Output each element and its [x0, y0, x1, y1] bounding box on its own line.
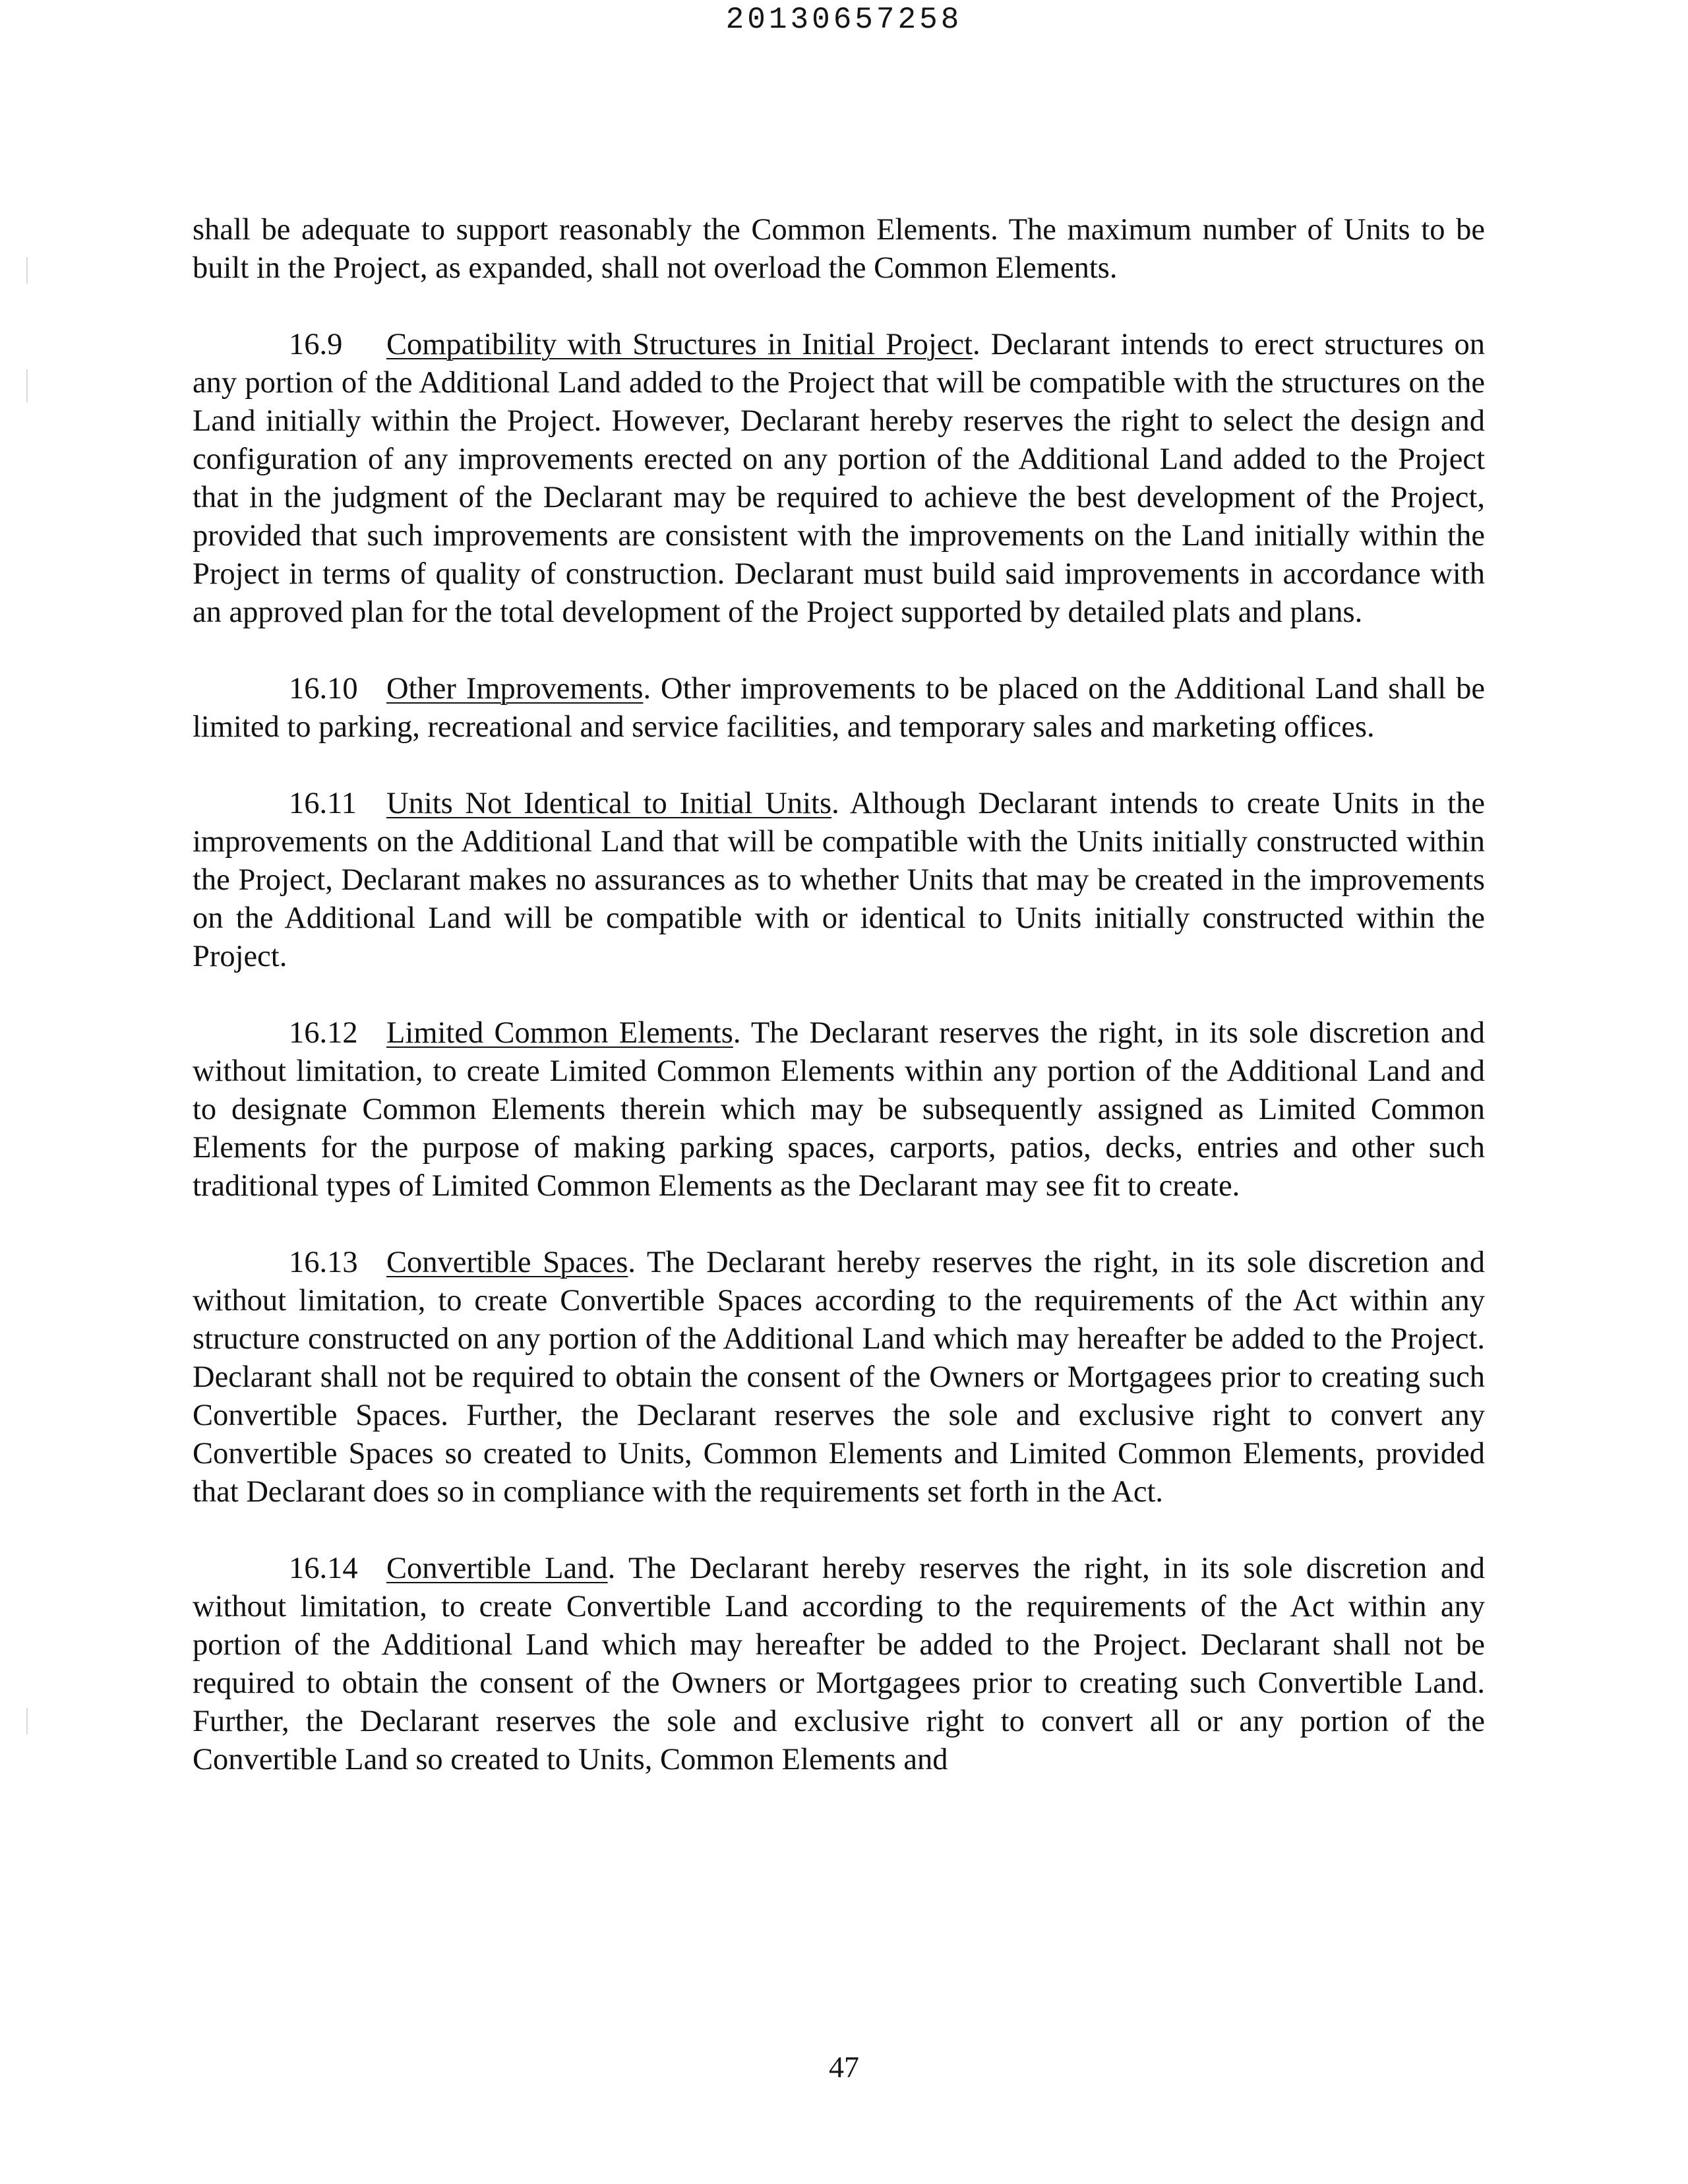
- section-16-13: [193, 1244, 1485, 1511]
- section-number: 16.13: [289, 1246, 358, 1279]
- section-title: Convertible Land: [386, 1552, 608, 1585]
- section-text: . Other improvements to be placed on the Additional Land shall be limited to parking, recreational and service facilities, and temporary sales and marketing offices.: [193, 672, 1485, 744]
- section-16-10: [193, 670, 1485, 746]
- document-body: [193, 211, 1485, 1817]
- section-number: 16.9: [289, 328, 343, 361]
- scan-margin-mark: [26, 1708, 28, 1734]
- section-number: 16.11: [289, 787, 357, 820]
- section-text: . The Declarant reserves the right, in its sole discretion and without limitation, to create Limited Common Elements within any portion of the Additional Land and to designate Common Elements therein which may be subsequently assigned as Limited Common Elements for the purpose of making parking spaces, carports, patios, decks, entries and other such traditional types of Limited Common Elements as the Declarant may see fit to create.: [193, 1016, 1486, 1203]
- section-number: 16.12: [289, 1016, 358, 1050]
- section-text: . Declarant intends to erect structures on any portion of the Additional Land added to the Project that will be compatible with the structures on the Land initially within the Project. However, Declarant hereby reserves the right to select the design and configuration of any improvements erected on any portion of the Additional Land added to the Project that in the judgment of the Declarant may be required to achieve the best development of the Project, provided that such improvements are consistent with the improvements on the Land initially within the Project in terms of quality of construction. Declarant must build said improvements in accordance with an approved plan for the total development of the Project supported by detailed plats and plans.: [193, 328, 1485, 629]
- section-number: 16.10: [289, 672, 358, 706]
- section-text: . Although Declarant intends to create Units in the improvements on the Additional Land that will be compatible with the Units initially constructed within the Project, Declarant makes no assurances as to whether Units that may be created in the improvements on the Additional Land will be compatible with or identical to Units initially constructed within the Project.: [193, 787, 1485, 973]
- paragraph-continuation: [193, 211, 1485, 288]
- section-text: . The Declarant hereby reserves the right, in its sole discretion and without limitation, to create Convertible Land according to the requirements of the Act within any portion of the Additional Land which may hereafter be added to the Project. Declarant shall not be required to obtain the consent of the Owners or Mortgagees prior to creating such Convertible Land. Further, the Declarant reserves the sole and exclusive right to convert all or any portion of the Convertible Land so created to Units, Common Elements and: [193, 1552, 1485, 1776]
- section-number: 16.14: [289, 1552, 358, 1585]
- section-16-11: [193, 785, 1485, 976]
- section-title: Other Improvements: [386, 672, 644, 706]
- paragraph-text: shall be adequate to support reasonably the Common Elements. The maximum number of Units to be built in the Project, as expanded, shall not overload the Common Elements.: [193, 213, 1485, 285]
- document-number: 20130657258: [725, 3, 963, 37]
- section-16-12: [193, 1014, 1485, 1205]
- section-title: Units Not Identical to Initial Units: [386, 787, 832, 820]
- page-number: 47: [829, 2050, 859, 2084]
- section-text: . The Declarant hereby reserves the right, in its sole discretion and without limitation, to create Convertible Spaces according to the requirements of the Act within any structure constructed on any portion of the Additional Land which may hereafter be added to the Project. Declarant shall not be required to obtain the consent of the Owners or Mortgagees prior to creating such Convertible Spaces. Further, the Declarant reserves the sole and exclusive right to convert any Convertible Spaces so created to Units, Common Elements and Limited Common Elements, provided that Declarant does so in compliance with the requirements set forth in the Act.: [193, 1246, 1485, 1509]
- section-title: Convertible Spaces: [386, 1246, 628, 1279]
- section-16-9: [193, 326, 1485, 632]
- section-title: Limited Common Elements: [386, 1016, 733, 1050]
- section-16-14: [193, 1550, 1485, 1779]
- scan-margin-mark: [26, 369, 28, 402]
- scan-margin-mark: [26, 257, 28, 284]
- section-title: Compatibility with Structures in Initial Project: [386, 328, 973, 361]
